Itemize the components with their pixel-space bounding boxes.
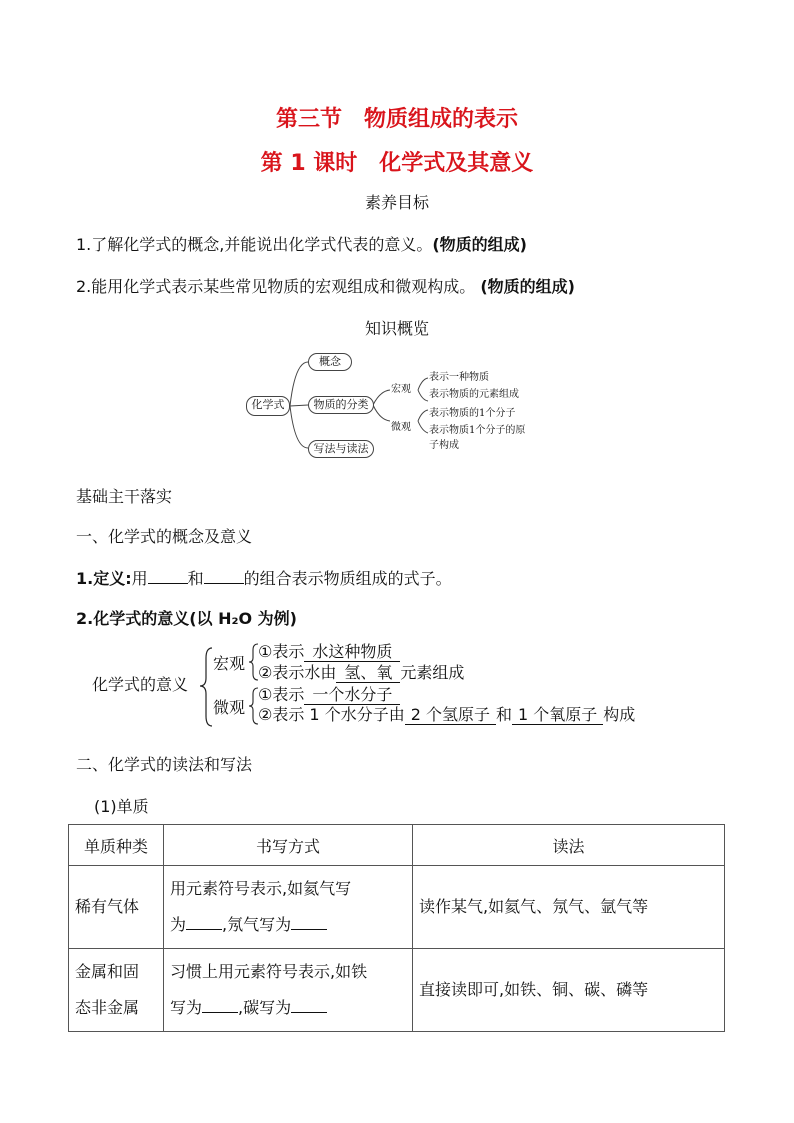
elements-table	[68, 824, 725, 1032]
meaning-macro-2-answer: 氢、氧	[336, 663, 400, 683]
mindmap-micro-item-1: 表示物质的1个分子	[429, 408, 516, 419]
page-title: 第三节 物质组成的表示	[275, 107, 518, 132]
mindmap-macro-item-1: 表示一种物质	[429, 372, 489, 383]
meaning-micro-2-answer-2: 1 个氧原子	[512, 705, 603, 725]
meaning-macro-1	[258, 639, 400, 662]
goal-1-tag: (物质的组成)	[432, 235, 527, 254]
meaning-micro-2	[258, 702, 635, 725]
definition-blank-2[interactable]	[204, 569, 244, 584]
writing-blank-1[interactable]	[202, 998, 238, 1013]
meaning-micro-2-answer-1: 2 个氢原子	[405, 705, 496, 725]
definition-part3: 的组合表示物质组成的式子。	[243, 569, 452, 588]
meaning-micro-label: 微观	[213, 698, 246, 717]
meaning-micro-1-prefix: ①表示	[258, 685, 305, 704]
meaning-root: 化学式的意义	[92, 675, 189, 694]
mindmap-macro-label: 宏观	[391, 384, 411, 395]
definition-part1: 用	[131, 569, 148, 588]
table-header-type: 单质种类	[69, 825, 164, 866]
table-cell-type	[69, 866, 164, 949]
sub1-heading: (1)单质	[94, 797, 149, 816]
meaning-micro-1-answer: 一个水分子	[304, 685, 400, 705]
table-cell-writing-line1: 用元素符号表示,如氦气写	[170, 879, 352, 898]
overview-heading: 知识概览	[364, 319, 429, 338]
goal-1	[76, 232, 527, 255]
definition-blank-1[interactable]	[148, 569, 188, 584]
table-cell-reading: 读作某气,如氦气、氖气、氩气等	[413, 866, 725, 949]
writing-line2-prefix: 写为	[170, 998, 203, 1017]
definition-label: 1.定义:	[76, 569, 132, 588]
goals-heading: 素养目标	[364, 193, 429, 212]
table-cell-reading: 直接读即可,如铁、铜、碳、磷等	[413, 949, 725, 1032]
table-header-row	[69, 825, 725, 866]
section2-heading: 二、化学式的读法和写法	[76, 755, 253, 774]
table-row	[69, 949, 725, 1032]
table-cell-type-line1: 稀有气体	[75, 897, 140, 916]
table-cell-writing-line1: 习惯上用元素符号表示,如铁	[170, 962, 368, 981]
meaning-macro-label: 宏观	[213, 654, 246, 673]
writing-blank-1[interactable]	[186, 915, 222, 930]
mindmap-micro-label: 微观	[391, 422, 411, 433]
table-cell-writing	[164, 866, 413, 949]
writing-blank-2[interactable]	[291, 915, 327, 930]
goal-2	[76, 274, 575, 297]
goal-1-text: 1.了解化学式的概念,并能说出化学式代表的意义。	[76, 235, 433, 254]
mindmap-branch-classification: 物质的分类	[308, 396, 374, 414]
definition-line	[76, 566, 452, 589]
table-cell-writing-line2	[170, 907, 406, 943]
table-row	[69, 866, 725, 949]
mindmap-branch-writing: 写法与读法	[308, 440, 374, 458]
meaning-heading: 2.化学式的意义(以 H₂O 为例)	[76, 609, 297, 628]
table-cell-writing	[164, 949, 413, 1032]
section1-heading: 一、化学式的概念及意义	[76, 527, 253, 546]
meaning-micro-2-suffix: 构成	[603, 705, 636, 724]
mindmap-micro-item-3: 子构成	[429, 440, 459, 451]
goal-2-text: 2.能用化学式表示某些常见物质的宏观组成和微观构成。	[76, 277, 481, 296]
meaning-macro-1-answer: 水这种物质	[304, 642, 400, 662]
writing-line2-mid: ,氖气写为	[222, 915, 292, 934]
meaning-micro-2-mid: 和	[495, 705, 512, 724]
writing-line2-mid: ,碳写为	[238, 998, 292, 1017]
meaning-macro-2-suffix: 元素组成	[400, 663, 465, 682]
mindmap-root: 化学式	[246, 396, 290, 416]
table-header-writing: 书写方式	[164, 825, 413, 866]
mindmap-branch-concept: 概念	[308, 353, 352, 371]
meaning-micro-2-prefix: ②表示 1 个水分子由	[258, 705, 405, 724]
table-header-reading: 读法	[413, 825, 725, 866]
writing-line2-prefix: 为	[170, 915, 187, 934]
table-cell-writing-line2	[170, 990, 406, 1026]
page-subtitle: 第 1 课时 化学式及其意义	[260, 151, 534, 176]
basics-heading: 基础主干落实	[76, 487, 173, 506]
mindmap-macro-item-2: 表示物质的元素组成	[429, 389, 519, 400]
writing-blank-2[interactable]	[291, 998, 327, 1013]
table-cell-type-line1: 金属和固	[75, 962, 140, 981]
definition-part2: 和	[187, 569, 204, 588]
table-cell-type	[69, 949, 164, 1032]
mindmap-micro-item-2: 表示物质1个分子的原	[429, 425, 526, 436]
meaning-macro-1-prefix: ①表示	[258, 642, 305, 661]
table-cell-type-line2: 态非金属	[75, 998, 140, 1017]
meaning-macro-2-prefix: ②表示水由	[258, 663, 337, 682]
meaning-macro-2	[258, 660, 464, 683]
goal-2-tag: (物质的组成)	[480, 277, 575, 296]
